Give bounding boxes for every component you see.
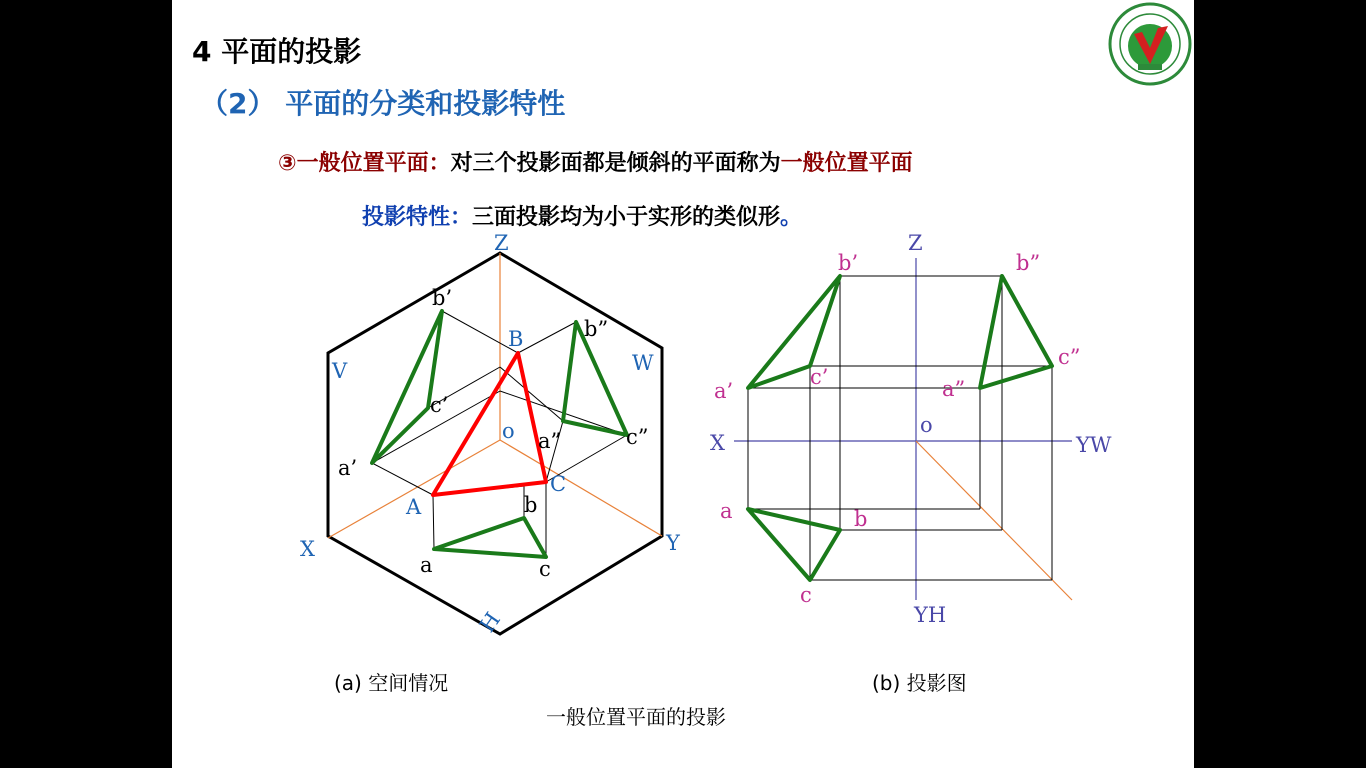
- definition-prefix: ③一般位置平面：: [278, 151, 451, 176]
- point-B-label: B: [508, 327, 524, 351]
- b-dprime-b-label: b”: [1016, 251, 1041, 275]
- figure-caption: 一般位置平面的投影: [546, 705, 726, 729]
- space-triangle-abc: [433, 353, 546, 495]
- point-a-dprime-label: a”: [538, 429, 562, 453]
- point-b-label: b: [524, 493, 538, 517]
- diagram-b: [710, 231, 1112, 695]
- slide: [172, 0, 1194, 768]
- point-b-dprime-label: b”: [584, 317, 609, 341]
- c-b-label: c: [800, 583, 812, 607]
- diagram-canvas: [172, 0, 1194, 768]
- v-projection-triangle: [372, 311, 442, 463]
- b-prime-b-label: b’: [838, 251, 859, 275]
- definition-term: 一般位置平面: [780, 151, 913, 176]
- property-label: 投影特性：: [362, 205, 473, 230]
- caption-a: (a) 空间情况: [334, 671, 449, 695]
- plane-w-label: W: [632, 351, 654, 375]
- property-text: 三面投影均为小于实形的类似形: [472, 205, 781, 230]
- point-c-prime-label: c’: [430, 393, 449, 417]
- c-dprime-b-label: c”: [1058, 345, 1081, 369]
- a-b-label: a: [720, 499, 733, 523]
- plane-v-label: V: [332, 359, 348, 383]
- origin-label-a: o: [502, 419, 515, 443]
- point-C-label: C: [550, 472, 567, 496]
- b-b-label: b: [854, 507, 868, 531]
- origin-label-b: o: [920, 413, 933, 437]
- axis-yw-label: YW: [1076, 433, 1112, 457]
- diagram-a: [300, 231, 681, 695]
- point-c-label: c: [539, 557, 551, 581]
- caption-b: (b) 投影图: [872, 671, 967, 695]
- axis-z-b-label: Z: [908, 231, 923, 255]
- a-prime-b-label: a’: [714, 379, 734, 403]
- projection-lines-b: [748, 276, 1052, 580]
- section-subtitle: （2） 平面的分类和投影特性: [200, 87, 566, 120]
- c-prime-b-label: c’: [810, 365, 829, 389]
- point-a-prime-label: a’: [338, 456, 358, 480]
- a-dprime-b-label: a”: [942, 377, 966, 401]
- axis-yh-label: YH: [914, 603, 947, 627]
- property-end: 。: [780, 205, 803, 230]
- point-A-label: A: [406, 495, 422, 519]
- point-a-label: a: [420, 553, 433, 577]
- w-projection-triangle-b: [980, 276, 1052, 388]
- h-projection-triangle: [434, 518, 546, 557]
- definition-text: 对三个投影面都是倾斜的平面称为: [450, 151, 781, 176]
- page-title: 4 平面的投影: [192, 35, 362, 68]
- point-c-dprime-label: c”: [626, 425, 649, 449]
- point-b-prime-label: b’: [432, 286, 453, 310]
- university-logo: [1110, 4, 1190, 84]
- axis-x-label: X: [300, 537, 315, 561]
- axis-y-label: Y: [666, 531, 680, 555]
- axis-45-b: [916, 441, 1072, 600]
- axis-x-b-label: X: [710, 431, 725, 455]
- h-projection-triangle-b: [748, 509, 840, 580]
- plane-h-label: H: [474, 608, 506, 637]
- axis-z-label: Z: [494, 231, 509, 255]
